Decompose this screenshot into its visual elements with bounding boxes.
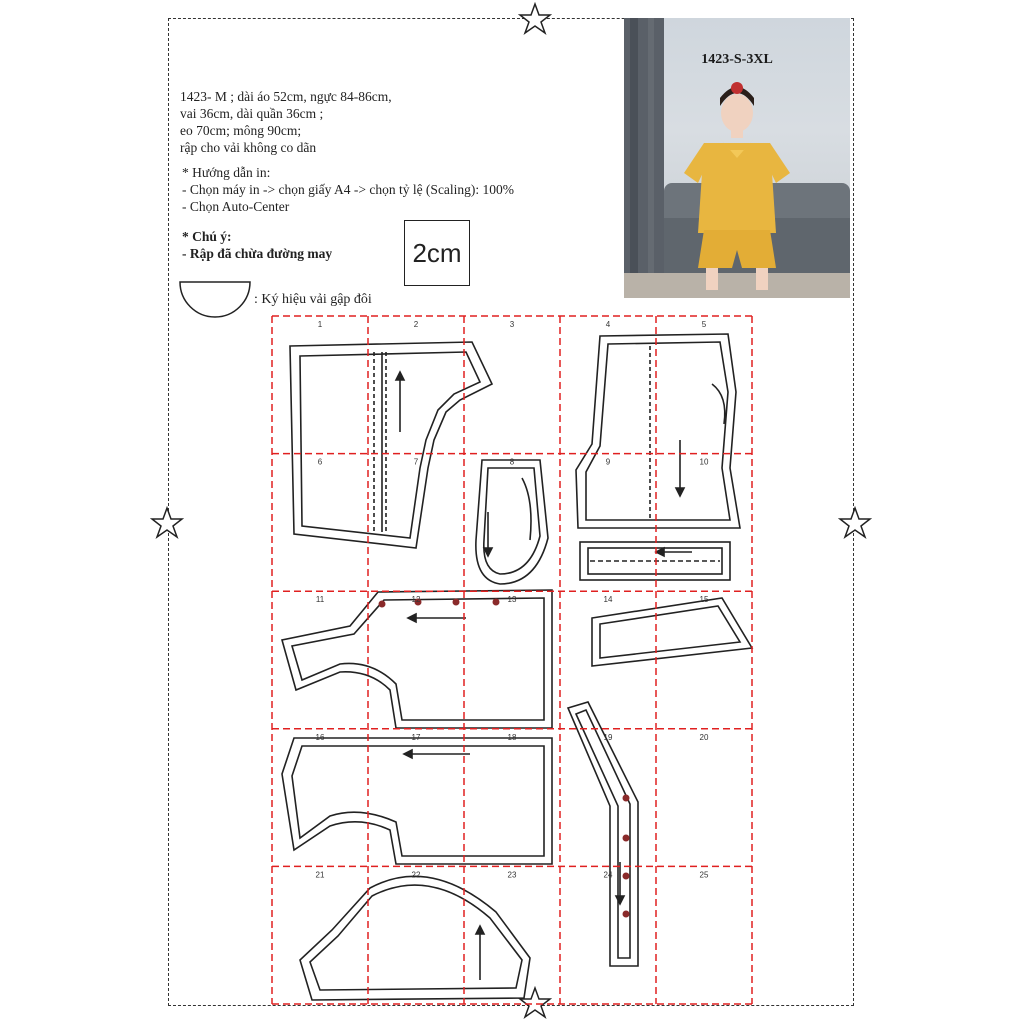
grid-page-number: 17 <box>411 732 421 742</box>
grid-page-number: 18 <box>507 732 517 742</box>
grainline-arrow-icon <box>404 750 412 758</box>
pattern-piece-back-bodice <box>282 738 552 864</box>
grainline-arrow-icon <box>676 488 684 496</box>
grid-page-number: 5 <box>701 320 707 329</box>
grid-page-number: 13 <box>507 595 517 605</box>
guide-line: * Hướng dẫn in: <box>182 165 271 180</box>
spec-line: 1423- M ; dài áo 52cm, ngực 84-86cm, <box>180 89 392 104</box>
spec-line: eo 70cm; mông 90cm; <box>180 123 302 138</box>
pattern-piece-front-bodice <box>282 590 552 728</box>
grid-page-number: 11 <box>315 595 325 605</box>
note-line: * Chú ý: <box>182 229 232 244</box>
grid-page-number: 3 <box>509 320 515 329</box>
grainline-arrow-icon <box>396 372 404 380</box>
grainline-arrow-icon <box>408 614 416 622</box>
grid-page-number: 20 <box>699 732 709 742</box>
button-mark <box>623 873 630 880</box>
grid-page-number: 23 <box>507 870 517 880</box>
grid-page-number: 25 <box>699 870 709 880</box>
print-grid <box>272 316 752 1004</box>
button-mark <box>379 601 386 608</box>
grid-page-number: 12 <box>411 595 421 605</box>
pattern-pieces <box>282 334 752 1000</box>
guide-line: - Chọn máy in -> chọn giấy A4 -> chọn tỷ lệ (Scaling): 100% <box>182 182 515 197</box>
grid-page-number: 4 <box>605 320 611 329</box>
grainline-arrow-icon <box>476 926 484 934</box>
grid-page-number: 1 <box>317 320 323 329</box>
pattern-piece-front-bodice-seam <box>292 598 544 720</box>
photo-title: 1423-S-3XL <box>701 52 773 67</box>
grid-page-number: 10 <box>699 457 709 467</box>
button-mark <box>623 911 630 918</box>
note-line: - Rập đã chừa đường may <box>182 246 333 261</box>
grid-page-number: 14 <box>603 595 613 605</box>
guide-line: - Chọn Auto-Center <box>182 199 290 214</box>
pattern-piece-front-body <box>290 342 492 548</box>
grid-page-number: 19 <box>603 732 613 742</box>
button-mark <box>623 835 630 842</box>
grid-page-number: 16 <box>315 732 325 742</box>
button-mark <box>493 599 500 606</box>
grid-page-number: 24 <box>603 870 613 880</box>
scale-check-box: 2cm <box>404 220 470 286</box>
fold-symbol-label: : Ký hiệu vải gập đôi <box>254 292 372 307</box>
spec-line: rập cho vải không co dãn <box>180 140 317 155</box>
pattern-piece-shorts-back-seam <box>586 342 730 520</box>
grid-page-number: 2 <box>413 320 419 329</box>
grid-page-number: 21 <box>315 870 325 880</box>
grid-page-number: 7 <box>413 457 419 467</box>
grid-page-number: 15 <box>699 595 709 605</box>
grid-page-number: 6 <box>317 457 323 467</box>
pattern-piece-back-bodice-seam <box>292 746 544 856</box>
button-mark <box>453 599 460 606</box>
pattern-piece-front-body-seam <box>300 352 480 538</box>
grid-page-number: 22 <box>411 870 421 880</box>
grid-page-number: 8 <box>509 457 515 467</box>
grainline-arrow-icon <box>656 548 664 556</box>
button-mark <box>623 795 630 802</box>
pattern-piece-sleeve-seam <box>310 885 522 990</box>
grid-page-number: 9 <box>605 457 611 467</box>
spec-line: vai 36cm, dài quần 36cm ; <box>180 106 324 121</box>
